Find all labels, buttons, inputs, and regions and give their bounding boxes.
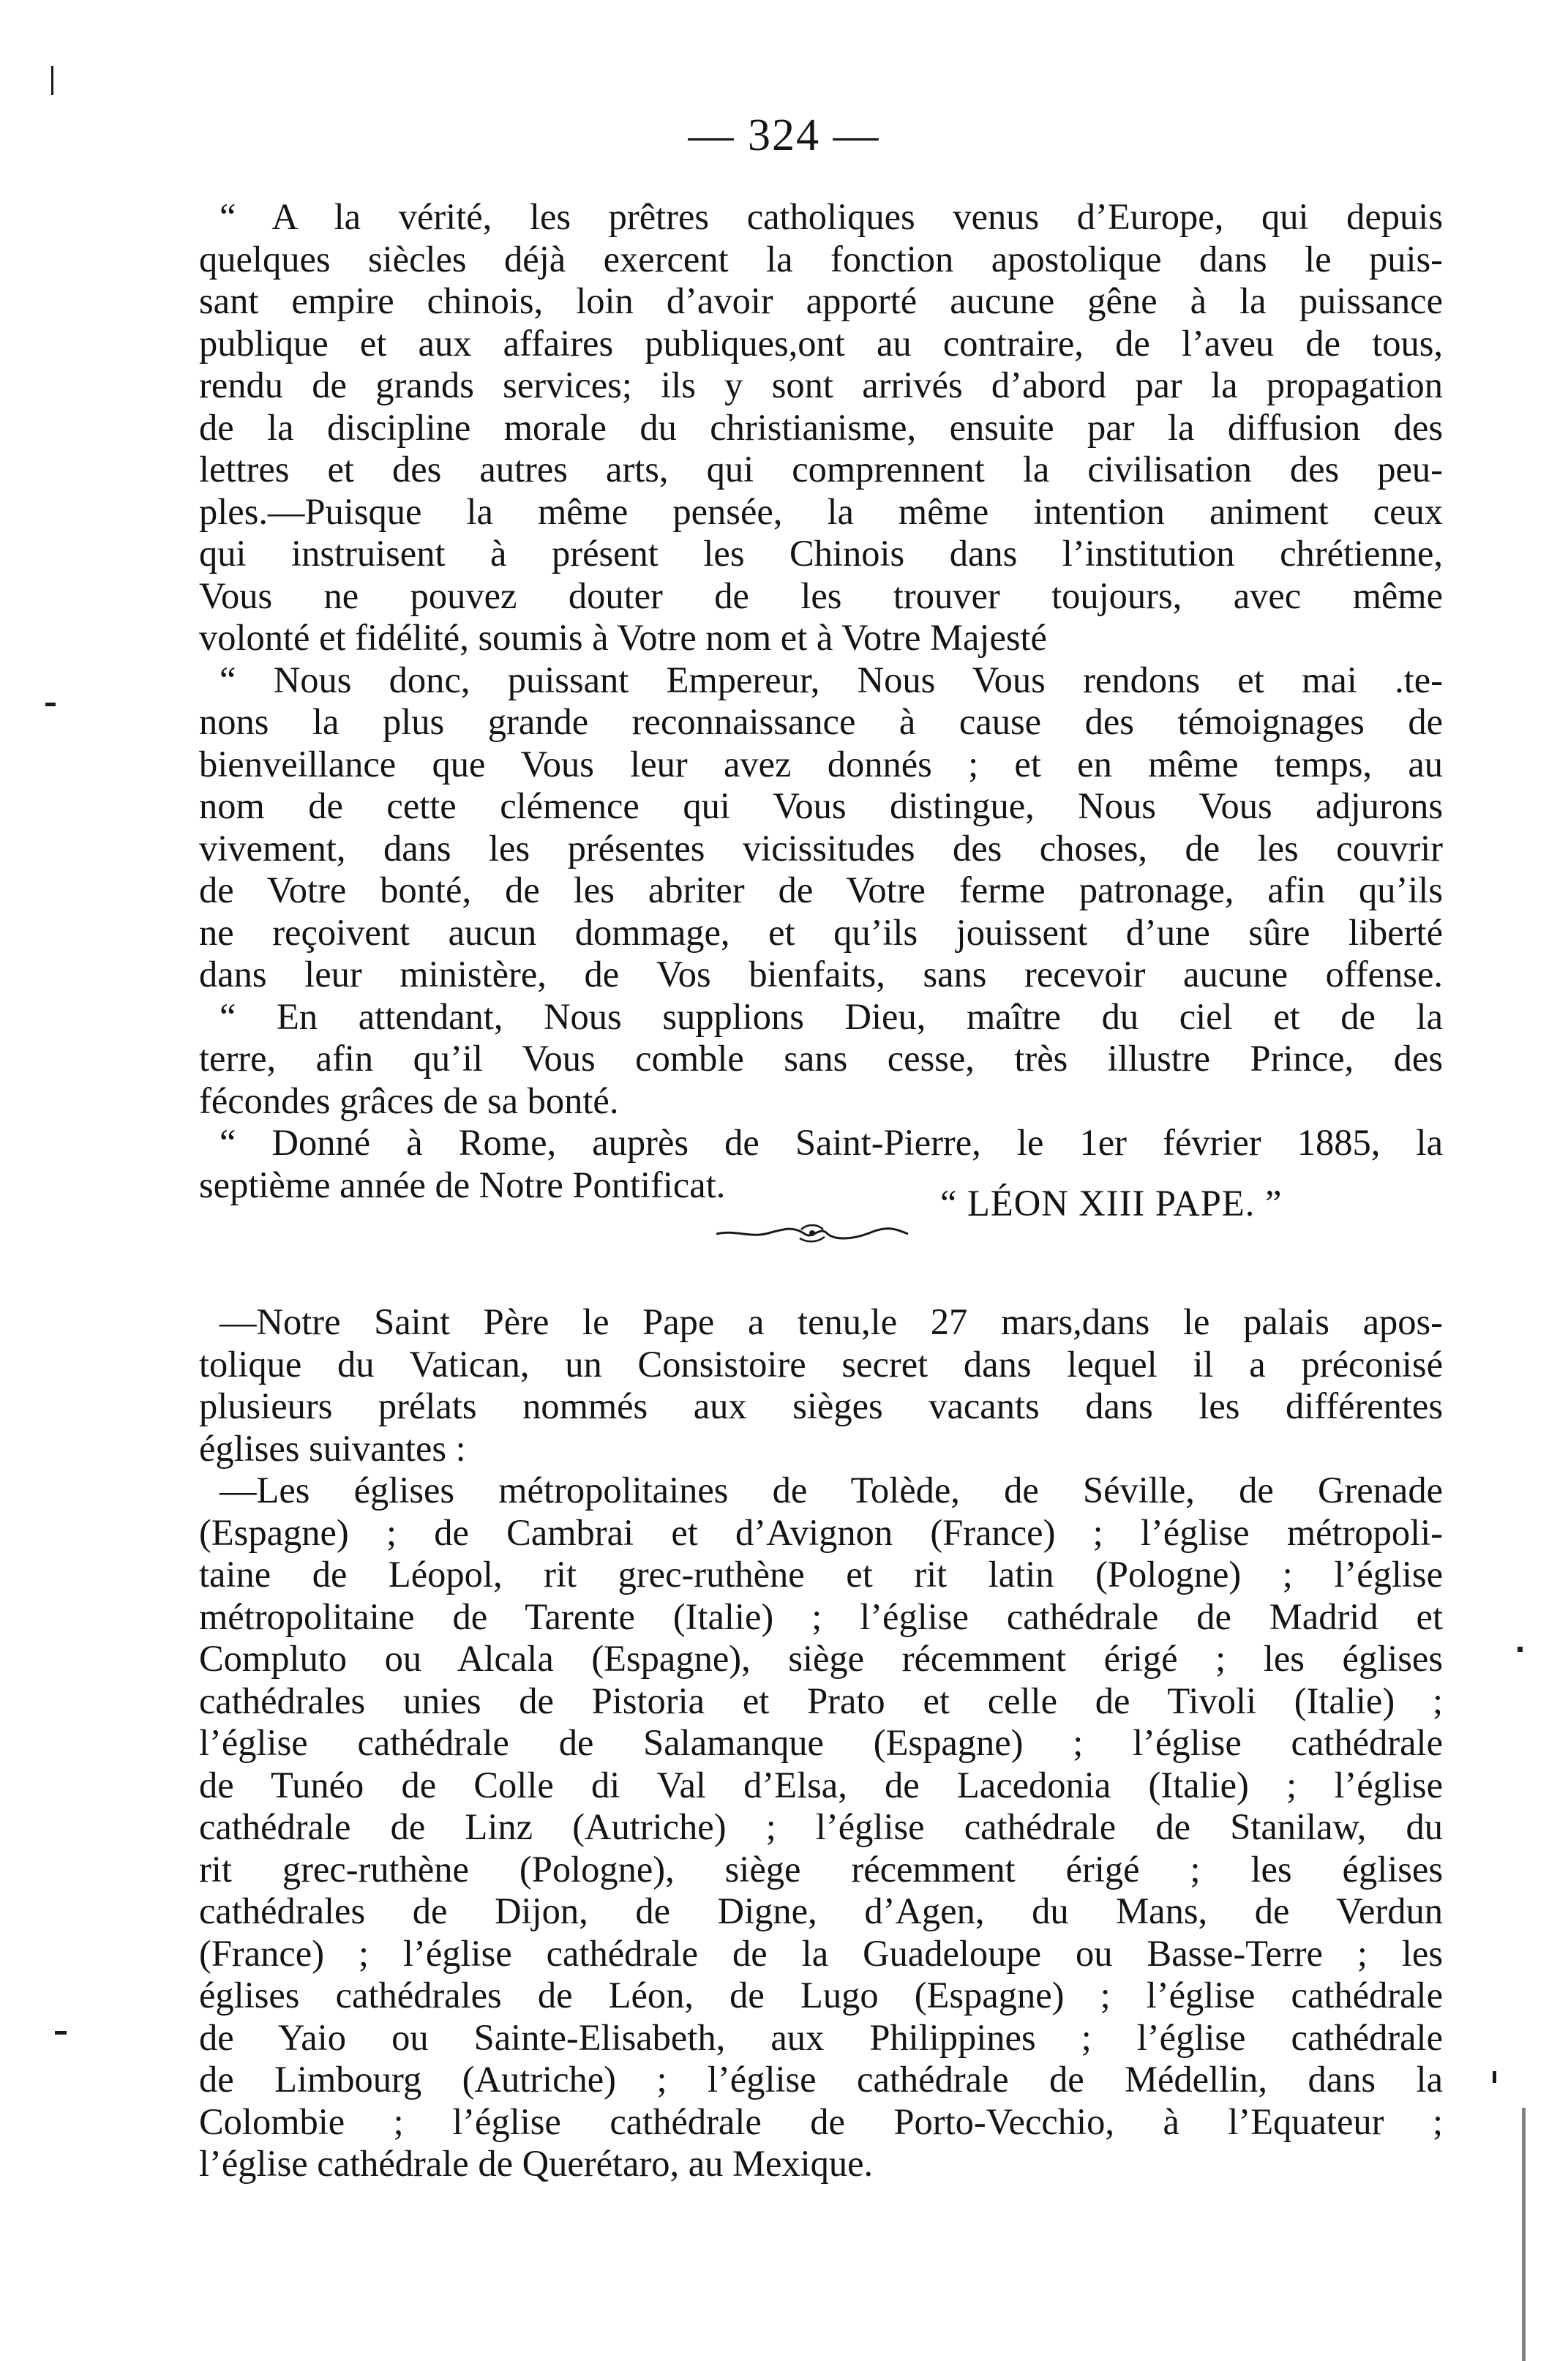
text-line: “ Nous donc, puissant Empereur, Nous Vous rendons et mai .te-: [220, 659, 1443, 700]
text-line: septième année de Notre Pontificat.: [199, 1164, 726, 1205]
text-line: sant empire chinois, loin d’avoir apporté aucune gêne à la puissance: [199, 280, 1443, 321]
text-line: “ A la vérité, les prêtres catholiques venus d’Europe, qui depuis: [220, 196, 1443, 237]
text-line: lettres et des autres arts, qui comprennent la civilisation des peu-: [199, 449, 1443, 490]
scan-mark: [51, 66, 53, 95]
text-line: églises cathédrales de Léon, de Lugo (Espagne) ; l’église cathédrale: [199, 1975, 1443, 2016]
text-line: “ En attendant, Nous supplions Dieu, maître du ciel et de la: [220, 995, 1443, 1037]
text-line: Vous ne pouvez douter de les trouver toujours, avec même: [199, 575, 1443, 616]
text-line: terre, afin qu’il Vous comble sans cesse, très illustre Prince, des: [199, 1038, 1443, 1079]
text-line: ne reçoivent aucun dommage, et qu’ils jouissent d’une sûre liberté: [199, 911, 1443, 953]
text-line: l’église cathédrale de Salamanque (Espagne) ; l’église cathédrale: [199, 1722, 1443, 1763]
text-line: cathédrales unies de Pistoria et Prato et celle de Tivoli (Italie) ;: [199, 1680, 1443, 1721]
text-line: vivement, dans les présentes vicissitudes des choses, de les couvrir: [199, 827, 1443, 869]
text-line: ples.—Puisque la même pensée, la même intention animent ceux: [199, 490, 1443, 532]
section-divider-ornament: [713, 1222, 911, 1244]
text-line: taine de Léopol, rit grec-ruthène et rit latin (Pologne) ; l’église: [199, 1554, 1443, 1595]
text-line: de Tunéo de Colle di Val d’Elsa, de Lacedonia (Italie) ; l’église: [199, 1764, 1443, 1806]
text-line: (Espagne) ; de Cambrai et d’Avignon (France) ; l’église métropoli-: [199, 1511, 1443, 1553]
text-line: —Notre Saint Père le Pape a tenu,le 27 mars,dans le palais apos-: [220, 1301, 1443, 1342]
text-line: —Les églises métropolitaines de Tolède, de Séville, de Grenade: [220, 1470, 1443, 1511]
text-line: Compluto ou Alcala (Espagne), siège récemment érigé ; les églises: [199, 1638, 1443, 1679]
text-line: Colombie ; l’église cathédrale de Porto-Vecchio, à l’Equateur ;: [199, 2100, 1443, 2142]
scan-mark: [55, 2031, 67, 2035]
scan-mark: [1522, 2108, 1526, 2361]
text-line: “ Donné à Rome, auprès de Saint-Pierre, le 1er février 1885, la: [220, 1122, 1443, 1163]
text-line: (France) ; l’église cathédrale de la Guadeloupe ou Basse-Terre ; les: [199, 1932, 1443, 1974]
text-line: de Limbourg (Autriche) ; l’église cathédrale de Médellin, dans la: [199, 2059, 1443, 2100]
scan-mark: [1493, 2071, 1496, 2083]
text-line: de Yaio ou Sainte-Elisabeth, aux Philippines ; l’église cathédrale: [199, 2016, 1443, 2058]
text-line: cathédrales de Dijon, de Digne, d’Agen, du Mans, de Verdun: [199, 1890, 1443, 1931]
text-line: rendu de grands services; ils y sont arrivés d’abord par la propagation: [199, 364, 1443, 405]
text-line: cathédrale de Linz (Autriche) ; l’église cathédrale de Stanilaw, du: [199, 1806, 1443, 1847]
text-line: l’église cathédrale de Querétaro, au Mexique.: [199, 2143, 874, 2184]
text-line: métropolitaine de Tarente (Italie) ; l’église cathédrale de Madrid et: [199, 1595, 1443, 1637]
signature: “ LÉON XIII PAPE. ”: [940, 1183, 1283, 1224]
text-line: volonté et fidélité, soumis à Votre nom et à Votre Majesté: [199, 617, 1047, 658]
page-number: — 324 —: [688, 111, 880, 160]
scan-mark: [45, 703, 56, 706]
scan-mark: [1518, 1647, 1523, 1652]
text-line: fécondes grâces de sa bonté.: [199, 1080, 619, 1121]
text-line: de la discipline morale du christianisme, ensuite par la diffusion des: [199, 406, 1443, 448]
text-line: publique et aux affaires publiques,ont au contraire, de l’aveu de tous,: [199, 322, 1443, 364]
text-line: plusieurs prélats nommés aux sièges vacants dans les différentes: [199, 1385, 1443, 1426]
text-line: quelques siècles déjà exercent la fonction apostolique dans le puis-: [199, 238, 1443, 280]
text-line: tolique du Vatican, un Consistoire secret dans lequel il a préconisé: [199, 1343, 1443, 1385]
text-line: dans leur ministère, de Vos bienfaits, sans recevoir aucune offense.: [199, 954, 1443, 995]
text-line: rit grec-ruthène (Pologne), siège récemment érigé ; les églises: [199, 1848, 1443, 1890]
text-line: qui instruisent à présent les Chinois dans l’institution chrétienne,: [199, 533, 1443, 574]
consistory-text: [199, 1301, 1443, 2185]
text-line: nom de cette clémence qui Vous distingue, Nous Vous adjurons: [199, 785, 1443, 826]
text-line: de Votre bonté, de les abriter de Votre ferme patronage, afin qu’ils: [199, 869, 1443, 910]
text-line: bienveillance que Vous leur avez donnés ; et en même temps, au: [199, 743, 1443, 785]
text-line: nons la plus grande reconnaissance à cause des témoignages de: [199, 701, 1443, 742]
papal-letter-text: [199, 196, 1443, 1206]
text-line: églises suivantes :: [199, 1427, 466, 1469]
